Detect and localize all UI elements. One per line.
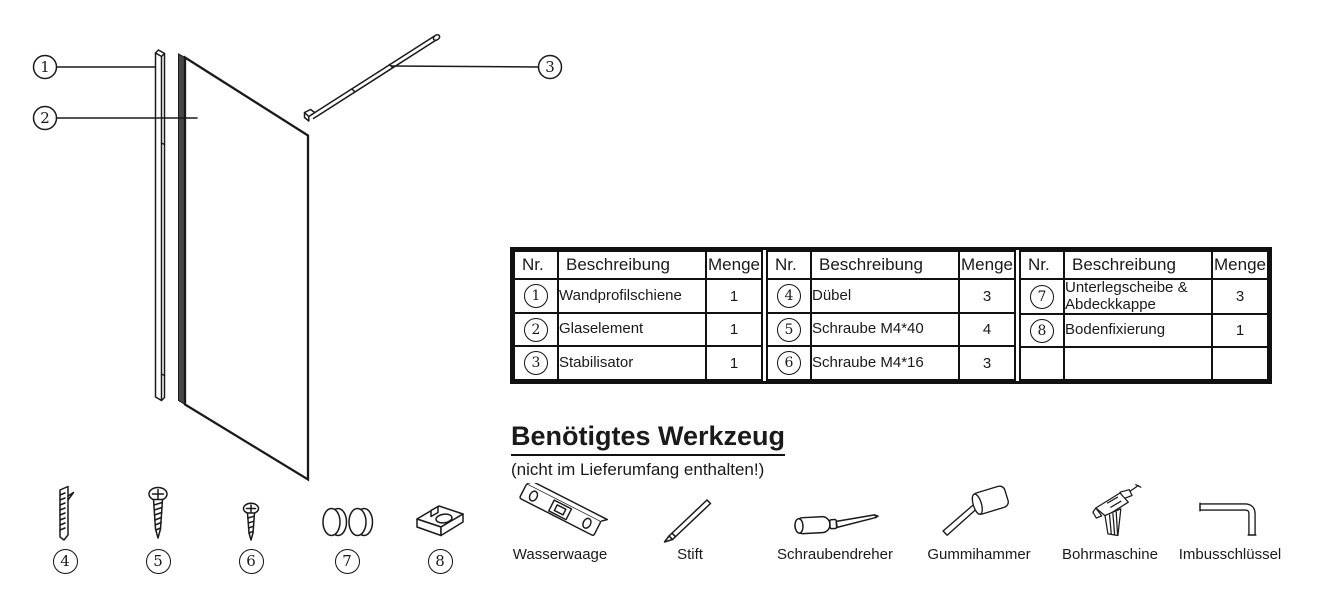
desc-cell: Stabilisator: [558, 346, 706, 380]
part-schraube-m4x40: [113, 482, 203, 574]
part-number-badge: 7: [1030, 285, 1054, 309]
desc-header: Beschreibung: [1064, 251, 1212, 279]
allen-key-icon: [1191, 491, 1269, 543]
washer-caps-icon: [318, 499, 376, 545]
qty-cell: 3: [1212, 279, 1268, 314]
part-number-badge: 8: [1030, 319, 1054, 343]
tool-bohrmaschine: [1045, 483, 1175, 563]
nr-header: Nr.: [514, 251, 558, 279]
part-unterlegscheibe-abdeckkappe: [302, 482, 392, 574]
tools-section-title: Benötigtes Werkzeug: [511, 421, 785, 456]
table-row: [1020, 279, 1268, 314]
part-number-badge: 3: [524, 351, 548, 375]
parts-table-group-1: [513, 250, 763, 381]
stabilizer-bar: [305, 34, 441, 121]
qty-header: Menge: [959, 251, 1015, 279]
glass-panel: [185, 58, 308, 480]
wall-profile-rail: [156, 50, 165, 401]
tool-label: Schraubendreher: [777, 546, 893, 563]
dowel-icon: [45, 483, 85, 545]
pencil-icon: [655, 491, 725, 543]
desc-cell: Schraube M4*40: [811, 313, 959, 347]
part-number-badge: 2: [524, 318, 548, 342]
header-row: [514, 251, 762, 279]
rubber-mallet-icon: [931, 483, 1027, 543]
qty-cell: 1: [1212, 314, 1268, 347]
tool-label: Wasserwaage: [512, 546, 608, 563]
qty-cell: 4: [959, 313, 1015, 347]
part-number-badge: 5: [777, 318, 801, 342]
floor-fixing-icon: [411, 497, 469, 545]
table-row: [767, 313, 1015, 347]
part-number-badge: 8: [428, 549, 453, 574]
desc-cell: Schraube M4*16: [811, 346, 959, 380]
qty-cell: 1: [706, 279, 762, 313]
table-row: [514, 279, 762, 313]
desc-cell: Wandprofilschiene: [558, 279, 706, 313]
header-row: [1020, 251, 1268, 279]
tools-section-subtitle: (nicht im Lieferumfang enthalten!): [511, 460, 765, 479]
tool-gummihammer: [914, 483, 1044, 563]
tool-label: Bohrmaschine: [1062, 546, 1158, 563]
parts-table: [510, 247, 1272, 384]
screwdriver-icon: [787, 501, 883, 543]
part-number-badge: 4: [53, 549, 78, 574]
part-bodenfixierung: [395, 482, 485, 574]
part-number-badge: 6: [239, 549, 264, 574]
part-schraube-m4x16: [206, 482, 296, 574]
desc-cell: Unterlegscheibe & Abdeckkappe: [1064, 279, 1212, 314]
qty-cell: 1: [706, 313, 762, 347]
part-number-badge: 1: [524, 284, 548, 308]
part-duebel: [20, 482, 110, 574]
tool-schraubendreher: [770, 483, 900, 563]
qty-header: Menge: [706, 251, 762, 279]
callout-2-number: 2: [40, 109, 50, 127]
tool-wasserwaage: [495, 483, 625, 563]
tool-stift: [625, 483, 755, 563]
table-row: [1020, 314, 1268, 347]
table-row: [514, 346, 762, 380]
desc-header: Beschreibung: [811, 251, 959, 279]
part-number-badge: 5: [146, 549, 171, 574]
empty-cell: [1212, 347, 1268, 380]
qty-cell: 1: [706, 346, 762, 380]
nr-header: Nr.: [767, 251, 811, 279]
part-number-badge: 6: [777, 351, 801, 375]
desc-cell: Dübel: [811, 279, 959, 313]
callout-3: [391, 56, 562, 79]
qty-header: Menge: [1212, 251, 1268, 279]
part-number-badge: 7: [335, 549, 360, 574]
callout-2: [34, 107, 198, 130]
short-screw-icon: [233, 501, 269, 545]
tool-label: Gummihammer: [927, 546, 1031, 563]
table-row: [1020, 347, 1268, 380]
long-screw-icon: [138, 485, 178, 545]
drill-icon: [1067, 483, 1153, 543]
spirit-level-icon: [508, 483, 612, 543]
tool-label: Stift: [677, 546, 703, 563]
callout-3-number: 3: [545, 58, 555, 76]
desc-cell: Glaselement: [558, 313, 706, 347]
header-row: [767, 251, 1015, 279]
qty-cell: 3: [959, 279, 1015, 313]
table-row: [514, 313, 762, 347]
empty-cell: [1064, 347, 1212, 380]
callout-1-number: 1: [40, 58, 50, 76]
desc-cell: Bodenfixierung: [1064, 314, 1212, 347]
parts-table-group-2: [766, 250, 1016, 381]
table-row: [767, 279, 1015, 313]
desc-header: Beschreibung: [558, 251, 706, 279]
qty-cell: 3: [959, 346, 1015, 380]
parts-table-group-3: [1019, 250, 1269, 381]
part-number-badge: 4: [777, 284, 801, 308]
nr-header: Nr.: [1020, 251, 1064, 279]
tool-imbusschluessel: [1165, 483, 1295, 563]
callout-1: [34, 56, 156, 79]
table-row: [767, 346, 1015, 380]
tool-label: Imbusschlüssel: [1178, 546, 1282, 563]
